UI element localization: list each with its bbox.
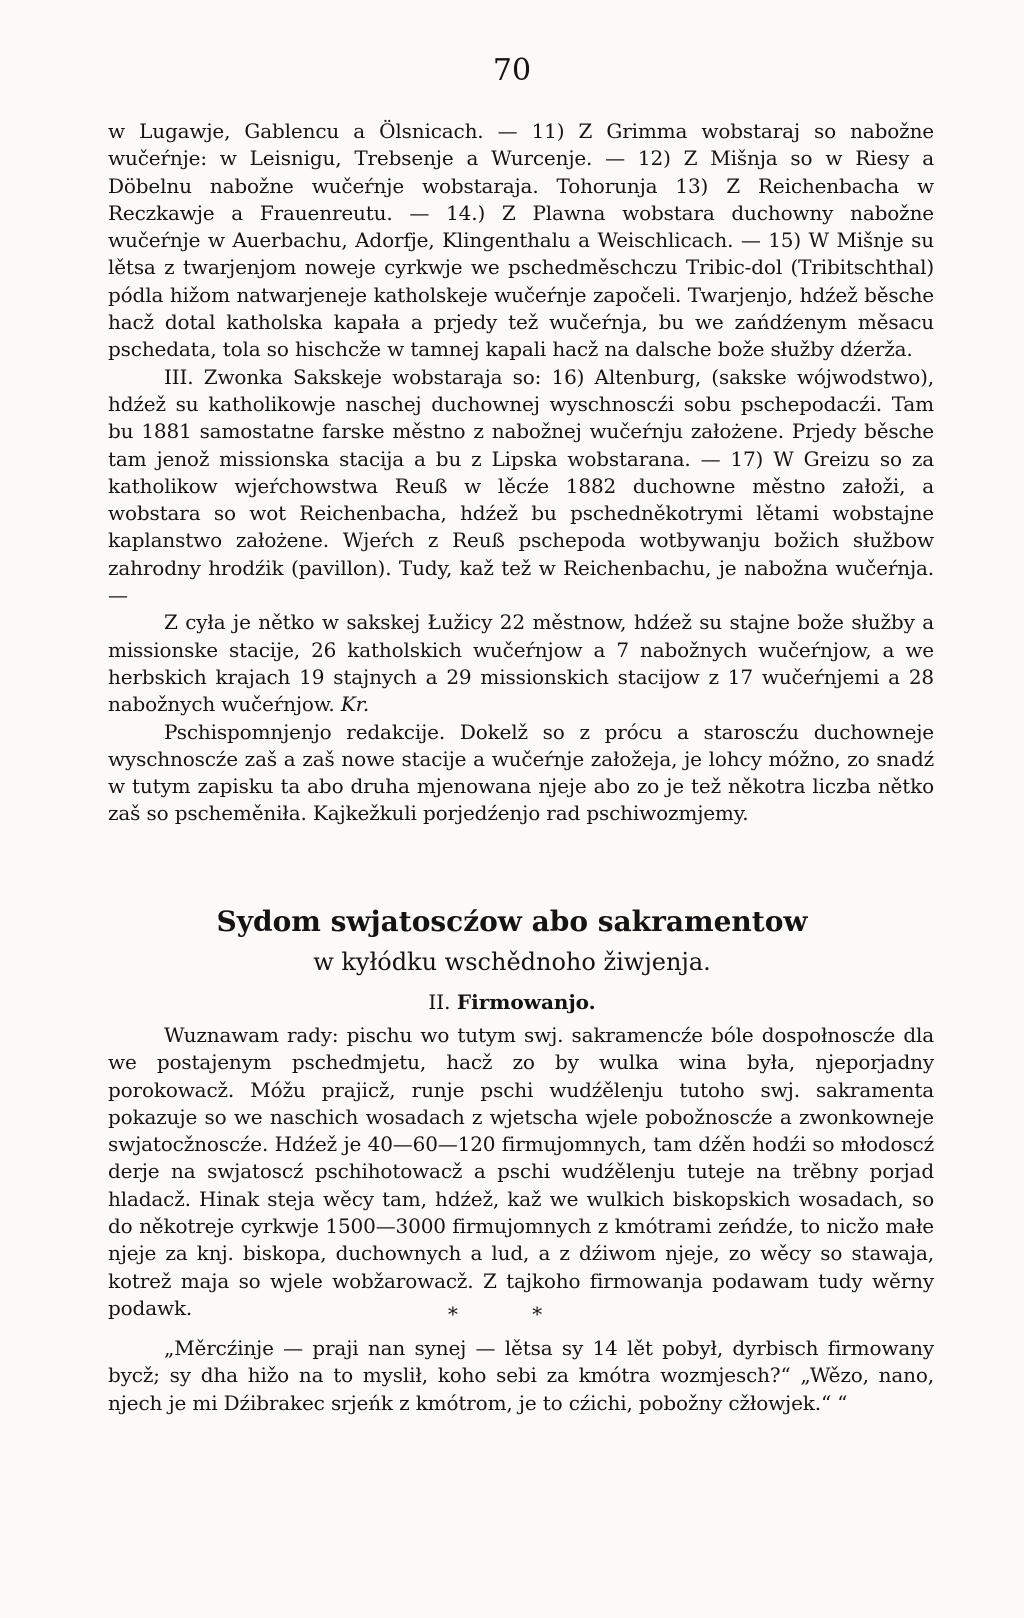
section-text: Wuznawam rady: pischu wo tutym swj. sakramencźe bóle dospołnoscźe dla we postajenym pschedmjetu, hacž zo by wulka wina była, njeporjadny porokowacž. Móžu prajicž, runje pschi wudźělenju tutoho swj. sakramenta pokazuje so we naschich wosadach z wjetscha wjele pobožnoscźe a zwonkowneje swjatocžnoscźe. Hdźež je 40—60—120 firmujomnych, tam dźěn hodźi so młodoscź derje na swjatoscź pschihotowacž a pschi wudźělenju tuteje na trěbny porjad hladacž. Hinak steja wěcy tam, hdźež, kaž we wulkich biskopskich wosadach, so do někotreje cyrkwje 1500—3000 firmujomnych z kmótrami zeńdźe, to nicžo małe njeje za knj. biskopa, duchownych a lud, a z dźiwom njeje, zo wěcy so stawaja, kotrež maja so wjele wobžarowacž. Z tajkoho firmowanja podawam tudy wěrny podawk. [108,1023,934,1320]
separator-stars: * * [447,1302,577,1326]
section-title: Sydom swjatoscźow abo sakramentow [216,905,808,938]
dialog-text: „Měrcźinje — praji nan synej — lětsa sy 14 lět pobył, dyrbisch firmowany bycž; sy dha hižo na to myslił, koho sebi za kmótra wozmjesch?“ „Wězo, nano, njech je mi Dźibrakec srjeńk z kmótrom, je to cźichi, pobožny cžłowjek.“ “ [108,1336,934,1415]
paragraph-2: III. Zwonka Sakskeje wobstaraja so: 16) Altenburg, (sakske wójwodstwo), hdźež su katholikowje naschej duchownej wyschnoscźi sobu pschepodacźi. Tam bu 1881 samostatne farske městno z nabožnej wučeŕnju założene. Prjedy běsche tam jenož missionska stacija a bu z Lipska wobstarana. — 17) W Greizu so za katholikow wjeŕchowstwa Reuß w lěcźe 1882 duchowne městno załoži, a wobstara so wot Reichenbacha, hdźež bu pschedněkotrymi lětami wobstajne kaplanstwo założene. Wjeŕch z Reuß pschepoda wotbywanju božich słužbow zahrodny hrodźik (pavillon). Tudy, kaž tež w Reichenbachu, je nabožna wučeŕnja. — [108,364,934,608]
page-number: 70 [492,53,532,88]
section-subtitle: w kyłódku wschědnoho žiwjenja. [313,948,711,976]
signature: Kr. [340,692,370,717]
editorial-note: Pschispomnjenjo redakcije. Dokelž so z prócu a staroscźu duchowneje wyschnoscźe zaš a zaš nowe stacije a wučeŕnje załožeja, je lohcy móžno, zo snadź w tutym zapisku ta abo druha mjenowana njeje abo zo je tež někotra liczba nětko zaš so pscheměniła. Kajkežkuli porjedźenjo rad pschiwozmjemy. [108,719,934,826]
paragraph-3-text: Z cyła je nětko w sakskej Łužicy 22 městnow, hdźež su stajne bože słužby a missionske stacije, 26 katholskich wučeŕnjow a 7 nabožnych wučeŕnjow, a we herbskich krajach 19 stajnych a 29 missionskich stacijow z 17 wučeŕnjemi a 28 nabožnych wučeŕnjow. [108,610,934,717]
section-heading [0,990,1024,1014]
main-text [108,118,934,828]
section-number: II. [428,990,451,1014]
paragraph-1: w Lugawje, Gablencu a Ölsnicach. — 11) Z Grimma wobstaraj so nabožne wučeŕnje: w Leisnigu, Trebsenje a Wurcenje. — 12) Z Mišnja so w Riesy a Döbelnu nabožne wučeŕnje wobstaraja. Tohorunja 13) Z Reichenbacha w Reczkawje a Frauenreutu. — 14.) Z Plawna wobstara duchowny nabožne wučeŕnje w Auerbachu, Adorfje, Klingenthalu a Weischlicach. — 15) W Mišnje su lětsa z twarjenjom noweje cyrkwje we pschedměschczu Tribic-dol (Tribitschthal) pódla hižom natwarjeneje katholskeje wučeŕnje započeli. Twarjenjo, hdźež běsche hacž dotal katholska kapała a prjedy tež wučeŕnja, bu we zańdźenym měsacu pschedata, tola so hischcže w tamnej kapali hacž na dalsche bože słužby dźerža. [108,119,934,362]
paragraph-3 [108,609,934,718]
section-name: Firmowanjo. [456,990,596,1014]
